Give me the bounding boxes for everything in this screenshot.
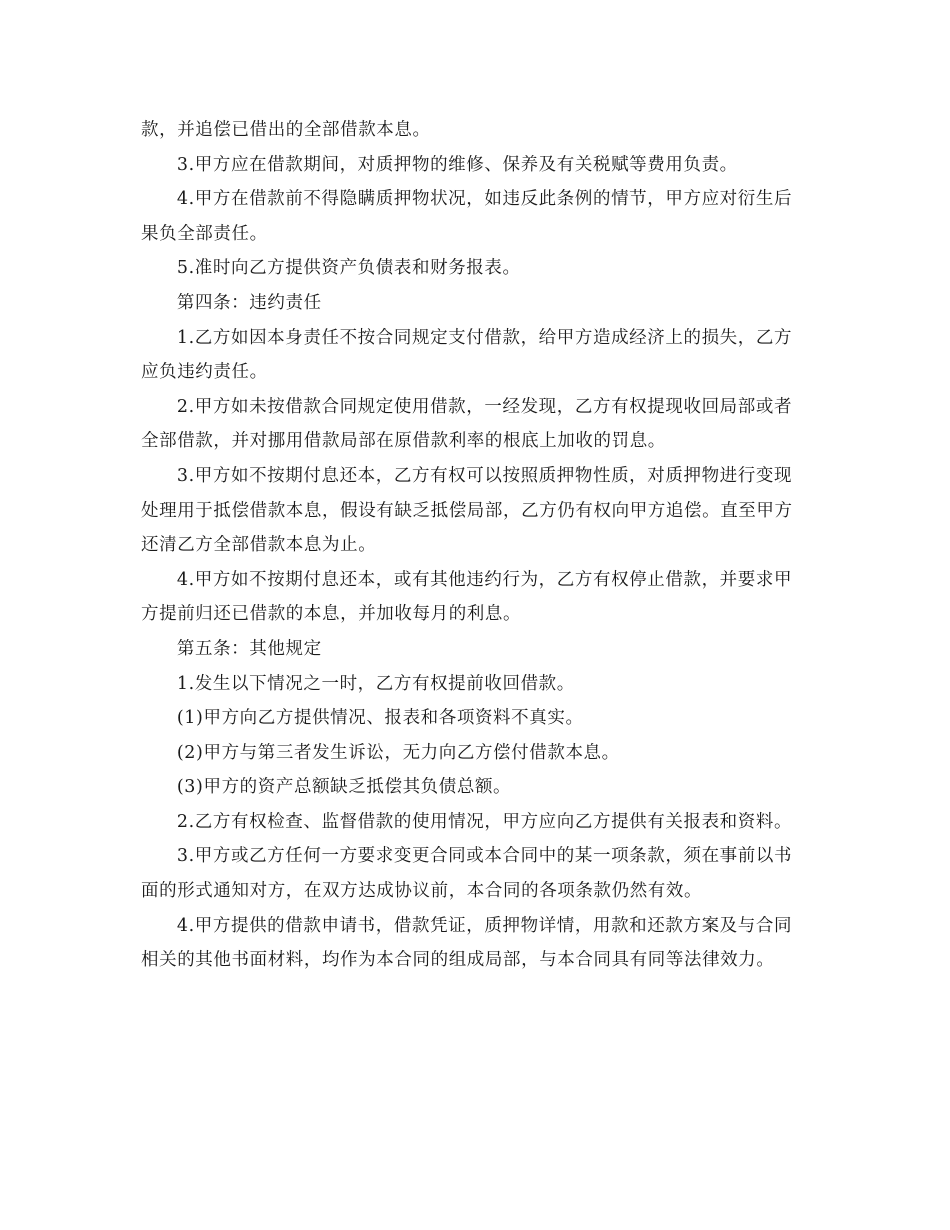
clause-4-4: 4.甲方如不按期付息还本，或有其他违约行为，乙方有权停止借款，并要求甲方提前归还已借款的本息，并加收每月的利息。 bbox=[141, 569, 793, 625]
article-5-heading: 第五条：其他规定 bbox=[176, 638, 322, 659]
clause-5-4: 4.甲方提供的借款申请书，借款凭证，质押物详情，用款和还款方案及与合同相关的其他书面材料，均作为本合同的组成局部，与本合同具有同等法律效力。 bbox=[141, 915, 793, 971]
clause-4-1: 1.乙方如因本身责任不按合同规定支付借款，给甲方造成经济上的损失，乙方应负违约责任。 bbox=[141, 327, 793, 383]
clause-3-5: 5.准时向乙方提供资产负债表和财务报表。 bbox=[176, 258, 521, 279]
clause-3-3: 3.甲方应在借款期间，对质押物的维修、保养及有关税赋等费用负责。 bbox=[176, 154, 738, 175]
clause-5-1-item-3: (3)甲方的资产总额缺乏抵偿其负债总额。 bbox=[176, 777, 512, 798]
clause-4-3: 3.甲方如不按期付息还本，乙方有权可以按照质押物性质，对质押物进行变现处理用于抵偿借款本息，假设有缺乏抵偿局部，乙方仍有权向甲方追偿。直至甲方还清乙方全部借款本息为止。 bbox=[141, 465, 793, 556]
clause-3-4: 4.甲方在借款前不得隐瞒质押物状况，如违反此条例的情节，甲方应对衍生后果负全部责任。 bbox=[141, 189, 793, 244]
clause-5-1-item-1: (1)甲方向乙方提供情况、报表和各项资料不真实。 bbox=[176, 708, 584, 729]
article-4-heading: 第四条：违约责任 bbox=[176, 292, 322, 313]
clause-4-2: 2.甲方如未按借款合同规定使用借款，一经发现，乙方有权提现收回局部或者全部借款，并对挪用借款局部在原借款利率的根底上加收的罚息。 bbox=[141, 396, 793, 452]
document-body bbox=[141, 113, 803, 978]
clause-5-2: 2.乙方有权检查、监督借款的使用情况，甲方应向乙方提供有关报表和资料。 bbox=[176, 811, 793, 832]
paragraph-continuation: 款，并追偿已借出的全部借款本息。 bbox=[141, 120, 431, 140]
clause-5-1-item-2: (2)甲方与第三者发生诉讼，无力向乙方偿付借款本息。 bbox=[176, 742, 620, 763]
clause-5-3: 3.甲方或乙方任何一方要求变更合同或本合同中的某一项条款，须在事前以书面的形式通知对方，在双方达成协议前，本合同的各项条款仍然有效。 bbox=[141, 846, 793, 902]
clause-5-1: 1.发生以下情况之一时，乙方有权提前收回借款。 bbox=[176, 673, 575, 694]
